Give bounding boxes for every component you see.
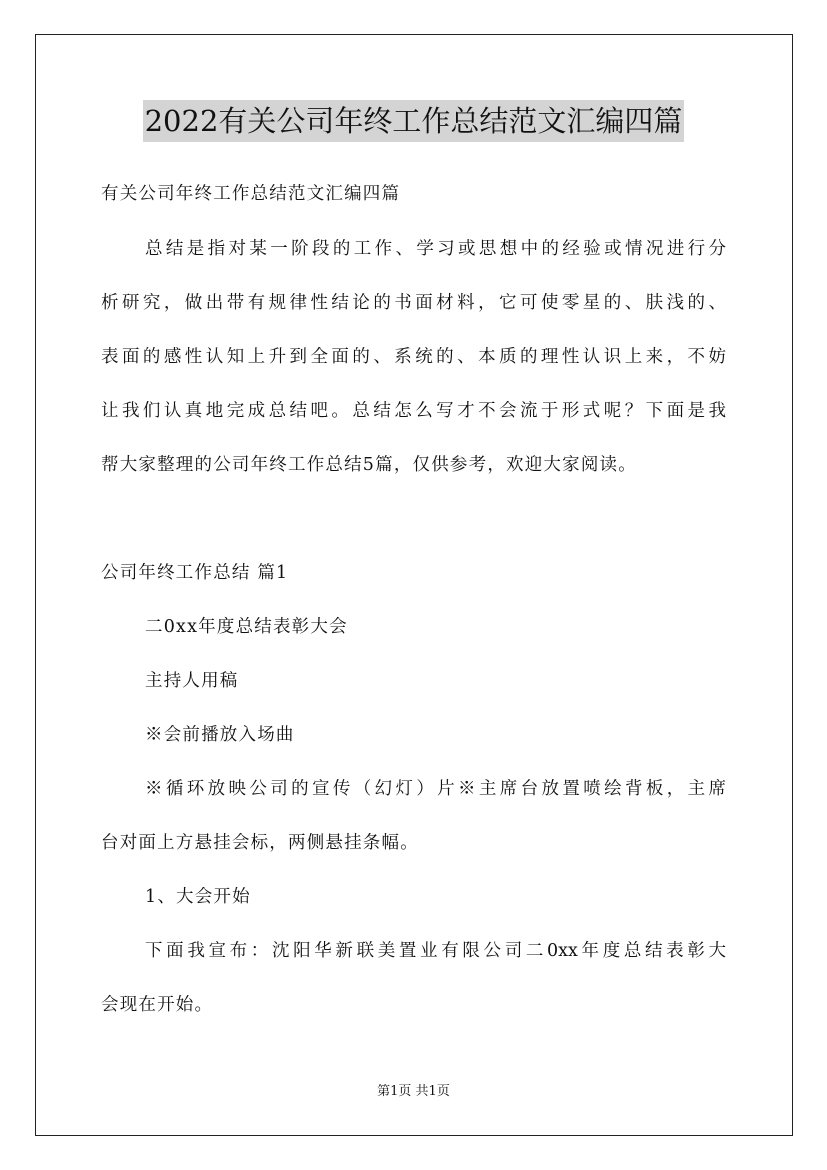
document-subtitle: 有关公司年终工作总结范文汇编四篇 xyxy=(101,184,401,204)
loop-line-2: 台对面上方悬挂会标，两侧悬挂条幅。 xyxy=(101,833,419,853)
section-heading: 公司年终工作总结 篇1 xyxy=(101,563,289,583)
meeting-start: 1、大会开始 xyxy=(145,887,251,907)
intro-line-3: 表面的感性认知上升到全面的、系统的、本质的理性认识上来，不妨 xyxy=(101,347,726,367)
intro-line-5: 帮大家整理的公司年终工作总结5篇，仅供参考，欢迎大家阅读。 xyxy=(101,455,637,475)
intro-line-2: 析研究，做出带有规律性结论的书面材料，它可使零星的、肤浅的、 xyxy=(101,293,726,313)
pre-meeting-music: ※会前播放入场曲 xyxy=(145,725,295,745)
announce-line-1: 下面我宣布：沈阳华新联美置业有限公司二0xx年度总结表彰大 xyxy=(145,941,726,961)
intro-line-1: 总结是指对某一阶段的工作、学习或思想中的经验或情况进行分 xyxy=(145,239,726,259)
meeting-title: 二0xx年度总结表彰大会 xyxy=(145,617,348,637)
intro-line-4: 让我们认真地完成总结吧。总结怎么写才不会流于形式呢？下面是我 xyxy=(101,401,726,421)
host-script-label: 主持人用稿 xyxy=(145,671,239,691)
announce-line-2: 会现在开始。 xyxy=(101,995,214,1015)
page-footer: 第1页 共1页 xyxy=(377,1084,450,1099)
document-title: 2022有关公司年终工作总结范文汇编四篇 xyxy=(143,100,685,142)
title-container xyxy=(0,100,827,142)
loop-line-1: ※循环放映公司的宣传（幻灯）片※主席台放置喷绘背板，主席 xyxy=(145,779,726,799)
